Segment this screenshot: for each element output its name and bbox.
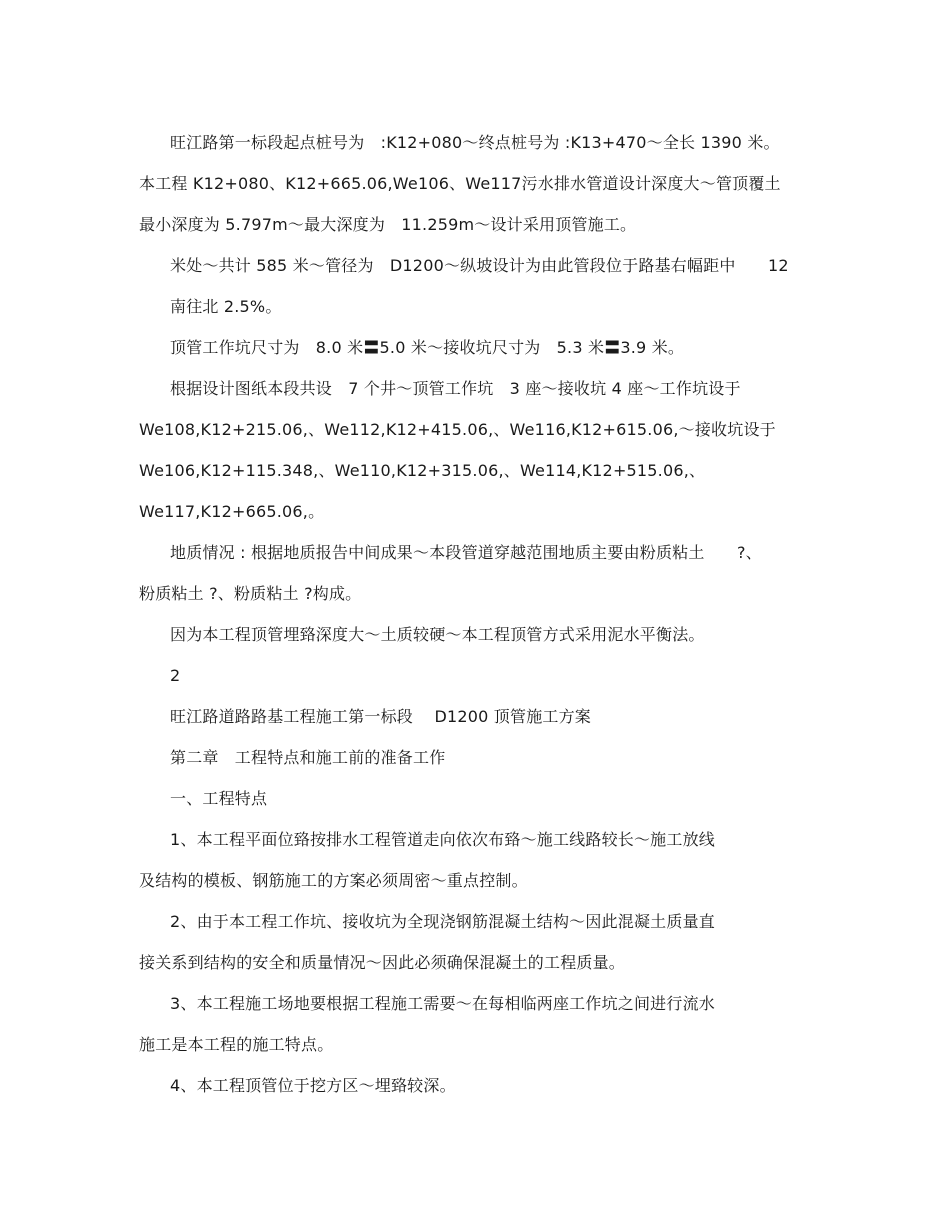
text-line: 根据设计图纸本段共设 7 个井～顶管工作坑 3 座～接收坑 4 座～工作坑设于	[170, 379, 741, 398]
text-line: 地质情况 : 根据地质报告中间成果～本段管道穿越范围地质主要由粉质粘土 ?、	[170, 543, 762, 562]
text-line: 3、本工程施工场地要根据工程施工需要～在每相临两座工作坑之间进行流水	[170, 994, 715, 1013]
text-line: We117,K12+665.06,。	[139, 502, 325, 521]
text-line: 旺江路第一标段起点桩号为 :K12+080～终点桩号为 :K13+470～全长 1390 米。	[170, 133, 780, 152]
text-line: 施工是本工程的施工特点。	[139, 1035, 334, 1054]
text-line: We108,K12+215.06,、We112,K12+415.06,、We116,K12+615.06,～接收坑设于	[139, 420, 776, 439]
chapter-heading: 第二章 工程特点和施工前的准备工作	[170, 748, 446, 767]
text-line: 顶管工作坑尺寸为 8.0 米〓5.0 米～接收坑尺寸为 5.3 米〓3.9 米。	[170, 338, 685, 357]
running-header: 旺江路道路路基工程施工第一标段 D1200 顶管施工方案	[170, 707, 592, 726]
text-line: 粉质粘土 ?、粉质粘土 ?构成。	[139, 584, 362, 603]
text-line: 及结构的模板、钢筋施工的方案必须周密～重点控制。	[139, 871, 528, 890]
text-line: 南往北 2.5%。	[170, 297, 282, 316]
page-number: 2	[170, 666, 181, 685]
text-line: 4、本工程顶管位于挖方区～埋臵较深。	[170, 1076, 456, 1095]
text-line: 1、本工程平面位臵按排水工程管道走向依次布臵～施工线路较长～施工放线	[170, 830, 715, 849]
section-heading: 一、工程特点	[170, 789, 268, 808]
text-line: 最小深度为 5.797m～最大深度为 11.259m～设计采用顶管施工。	[139, 215, 637, 234]
text-line: We106,K12+115.348,、We110,K12+315.06,、We114,K12+515.06,、	[139, 461, 706, 480]
text-line: 本工程 K12+080、K12+665.06,We106、We117污水排水管道设计深度大～管顶覆土	[139, 174, 781, 193]
text-line: 接关系到结构的安全和质量情况～因此必须确保混凝土的工程质量。	[139, 953, 626, 972]
text-line: 米处～共计 585 米～管径为 D1200～纵坡设计为由此管段位于路基右幅距中 12	[170, 256, 789, 275]
text-line: 因为本工程顶管埋臵深度大～土质较硬～本工程顶管方式采用泥水平衡法。	[170, 625, 705, 644]
text-line: 2、由于本工程工作坑、接收坑为全现浇钢筋混凝土结构～因此混凝土质量直	[170, 912, 715, 931]
